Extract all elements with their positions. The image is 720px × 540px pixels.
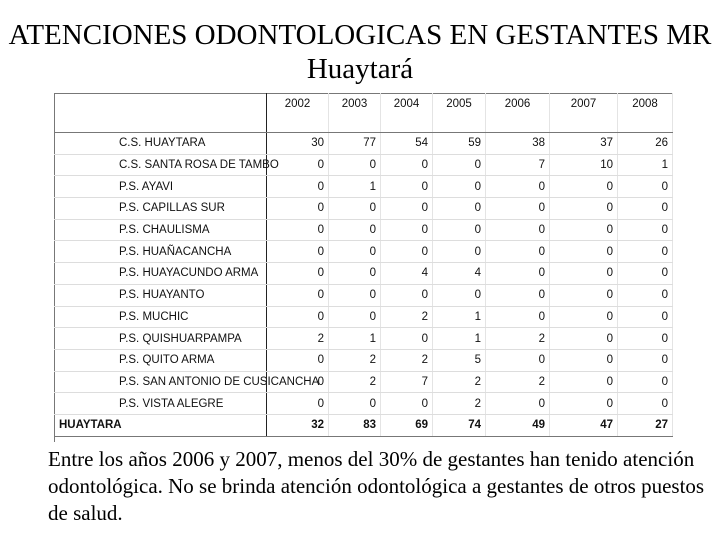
cell-value: 0 — [433, 241, 486, 263]
row-label: P.S. QUISHUARPAMPA — [55, 328, 267, 350]
cell-value: 0 — [550, 393, 618, 415]
cell-value: 1 — [618, 154, 673, 176]
cell-value: 0 — [381, 154, 433, 176]
header-row — [55, 94, 673, 133]
row-label: P.S. SAN ANTONIO DE CUSICANCHA — [55, 371, 267, 393]
data-table — [54, 93, 673, 437]
cell-value: 0 — [381, 176, 433, 198]
table-row — [55, 176, 673, 198]
cell-value: 2 — [267, 328, 329, 350]
table-row — [55, 154, 673, 176]
cell-value: 0 — [618, 176, 673, 198]
cell-value: 49 — [486, 414, 550, 436]
cell-value: 4 — [433, 263, 486, 285]
cell-value: 59 — [433, 133, 486, 155]
cell-value: 0 — [618, 306, 673, 328]
table-row — [55, 241, 673, 263]
row-label: P.S. HUAYANTO — [55, 284, 267, 306]
cell-value: 0 — [618, 371, 673, 393]
cell-value: 0 — [618, 349, 673, 371]
cell-value: 0 — [267, 154, 329, 176]
cell-value: 7 — [486, 154, 550, 176]
row-label: P.S. HUAYACUNDO ARMA — [55, 263, 267, 285]
cell-value: 0 — [381, 219, 433, 241]
cell-value: 2 — [329, 349, 381, 371]
cell-value: 0 — [267, 241, 329, 263]
row-label: P.S. CHAULISMA — [55, 219, 267, 241]
header-blank — [55, 94, 267, 133]
table-row — [55, 133, 673, 155]
cell-value: 0 — [267, 176, 329, 198]
cell-value: 0 — [267, 219, 329, 241]
cell-value: 0 — [267, 284, 329, 306]
cell-value: 0 — [486, 349, 550, 371]
year-header: 2007 — [550, 94, 618, 133]
cell-value: 2 — [486, 371, 550, 393]
cell-value: 27 — [618, 414, 673, 436]
cell-value: 0 — [381, 284, 433, 306]
cell-value: 0 — [550, 306, 618, 328]
cell-value: 0 — [329, 263, 381, 285]
cell-value: 0 — [433, 284, 486, 306]
row-label: P.S. HUAÑACANCHA — [55, 241, 267, 263]
cell-value: 10 — [550, 154, 618, 176]
cell-value: 0 — [267, 349, 329, 371]
row-label: HUAYTARA — [55, 414, 267, 436]
row-label: P.S. MUCHIC — [55, 306, 267, 328]
cell-value: 0 — [267, 306, 329, 328]
cell-value: 2 — [433, 393, 486, 415]
cell-value: 0 — [267, 371, 329, 393]
cell-value: 0 — [486, 263, 550, 285]
cell-value: 0 — [486, 393, 550, 415]
cell-value: 5 — [433, 349, 486, 371]
total-row — [55, 414, 673, 436]
cell-value: 0 — [550, 263, 618, 285]
cell-value: 0 — [433, 219, 486, 241]
cell-value: 69 — [381, 414, 433, 436]
cell-value: 0 — [329, 241, 381, 263]
cell-value: 0 — [618, 198, 673, 220]
year-header: 2002 — [267, 94, 329, 133]
row-label: P.S. CAPILLAS SUR — [55, 198, 267, 220]
cell-value: 0 — [486, 284, 550, 306]
cell-value: 0 — [329, 154, 381, 176]
table-row — [55, 371, 673, 393]
cell-value: 0 — [550, 328, 618, 350]
year-header: 2008 — [618, 94, 673, 133]
cell-value: 7 — [381, 371, 433, 393]
cell-value: 0 — [550, 219, 618, 241]
cell-value: 2 — [486, 328, 550, 350]
cell-value: 54 — [381, 133, 433, 155]
cell-value: 0 — [550, 349, 618, 371]
cell-value: 0 — [618, 219, 673, 241]
cell-value: 0 — [550, 198, 618, 220]
cell-value: 1 — [329, 176, 381, 198]
cell-value: 77 — [329, 133, 381, 155]
cell-value: 0 — [433, 198, 486, 220]
cell-value: 0 — [329, 284, 381, 306]
cell-value: 0 — [381, 198, 433, 220]
row-label: P.S. QUITO ARMA — [55, 349, 267, 371]
cell-value: 0 — [550, 176, 618, 198]
cell-value: 2 — [381, 306, 433, 328]
cell-value: 1 — [433, 328, 486, 350]
year-header: 2005 — [433, 94, 486, 133]
row-label: P.S. AYAVI — [55, 176, 267, 198]
cell-value: 0 — [329, 198, 381, 220]
cell-value: 0 — [550, 241, 618, 263]
cell-value: 2 — [433, 371, 486, 393]
cell-value: 2 — [381, 349, 433, 371]
table-row — [55, 263, 673, 285]
cell-value: 37 — [550, 133, 618, 155]
cell-value: 30 — [267, 133, 329, 155]
year-header: 2006 — [486, 94, 550, 133]
cell-value: 83 — [329, 414, 381, 436]
row-label: P.S. VISTA ALEGRE — [55, 393, 267, 415]
cell-value: 0 — [381, 328, 433, 350]
cell-value: 0 — [267, 393, 329, 415]
cell-value: 47 — [550, 414, 618, 436]
slide-title: ATENCIONES ODONTOLOGICAS EN GESTANTES MR Huaytará — [8, 19, 712, 85]
row-label: C.S. HUAYTARA — [55, 133, 267, 155]
table-row — [55, 349, 673, 371]
cell-value: 0 — [486, 219, 550, 241]
cell-value: 26 — [618, 133, 673, 155]
divider — [54, 432, 55, 442]
cell-value: 0 — [329, 393, 381, 415]
cell-value: 0 — [267, 198, 329, 220]
cell-value: 0 — [486, 176, 550, 198]
note-text: Entre los años 2006 y 2007, menos del 30% de gestantes han tenido atención odontológica. No se brinda atención odontológica a gestantes de otros puestos de salud. — [48, 447, 705, 525]
cell-value: 0 — [618, 241, 673, 263]
cell-value: 0 — [329, 306, 381, 328]
table-row — [55, 306, 673, 328]
cell-value: 38 — [486, 133, 550, 155]
cell-value: 0 — [486, 306, 550, 328]
cell-value: 0 — [486, 198, 550, 220]
cell-value: 0 — [618, 328, 673, 350]
cell-value: 0 — [618, 393, 673, 415]
year-header: 2003 — [329, 94, 381, 133]
cell-value: 32 — [267, 414, 329, 436]
cell-value: 0 — [381, 241, 433, 263]
table-row — [55, 328, 673, 350]
cell-value: 0 — [433, 154, 486, 176]
cell-value: 0 — [381, 393, 433, 415]
table-row — [55, 198, 673, 220]
year-header: 2004 — [381, 94, 433, 133]
table-row — [55, 393, 673, 415]
cell-value: 0 — [486, 241, 550, 263]
cell-value: 1 — [433, 306, 486, 328]
cell-value: 0 — [329, 219, 381, 241]
table-row — [55, 284, 673, 306]
table-row — [55, 219, 673, 241]
cell-value: 0 — [618, 263, 673, 285]
cell-value: 0 — [550, 371, 618, 393]
cell-value: 0 — [618, 284, 673, 306]
cell-value: 2 — [329, 371, 381, 393]
cell-value: 0 — [550, 284, 618, 306]
cell-value: 4 — [381, 263, 433, 285]
cell-value: 74 — [433, 414, 486, 436]
row-label: C.S. SANTA ROSA DE TAMBO — [55, 154, 267, 176]
cell-value: 1 — [329, 328, 381, 350]
cell-value: 0 — [433, 176, 486, 198]
cell-value: 0 — [267, 263, 329, 285]
